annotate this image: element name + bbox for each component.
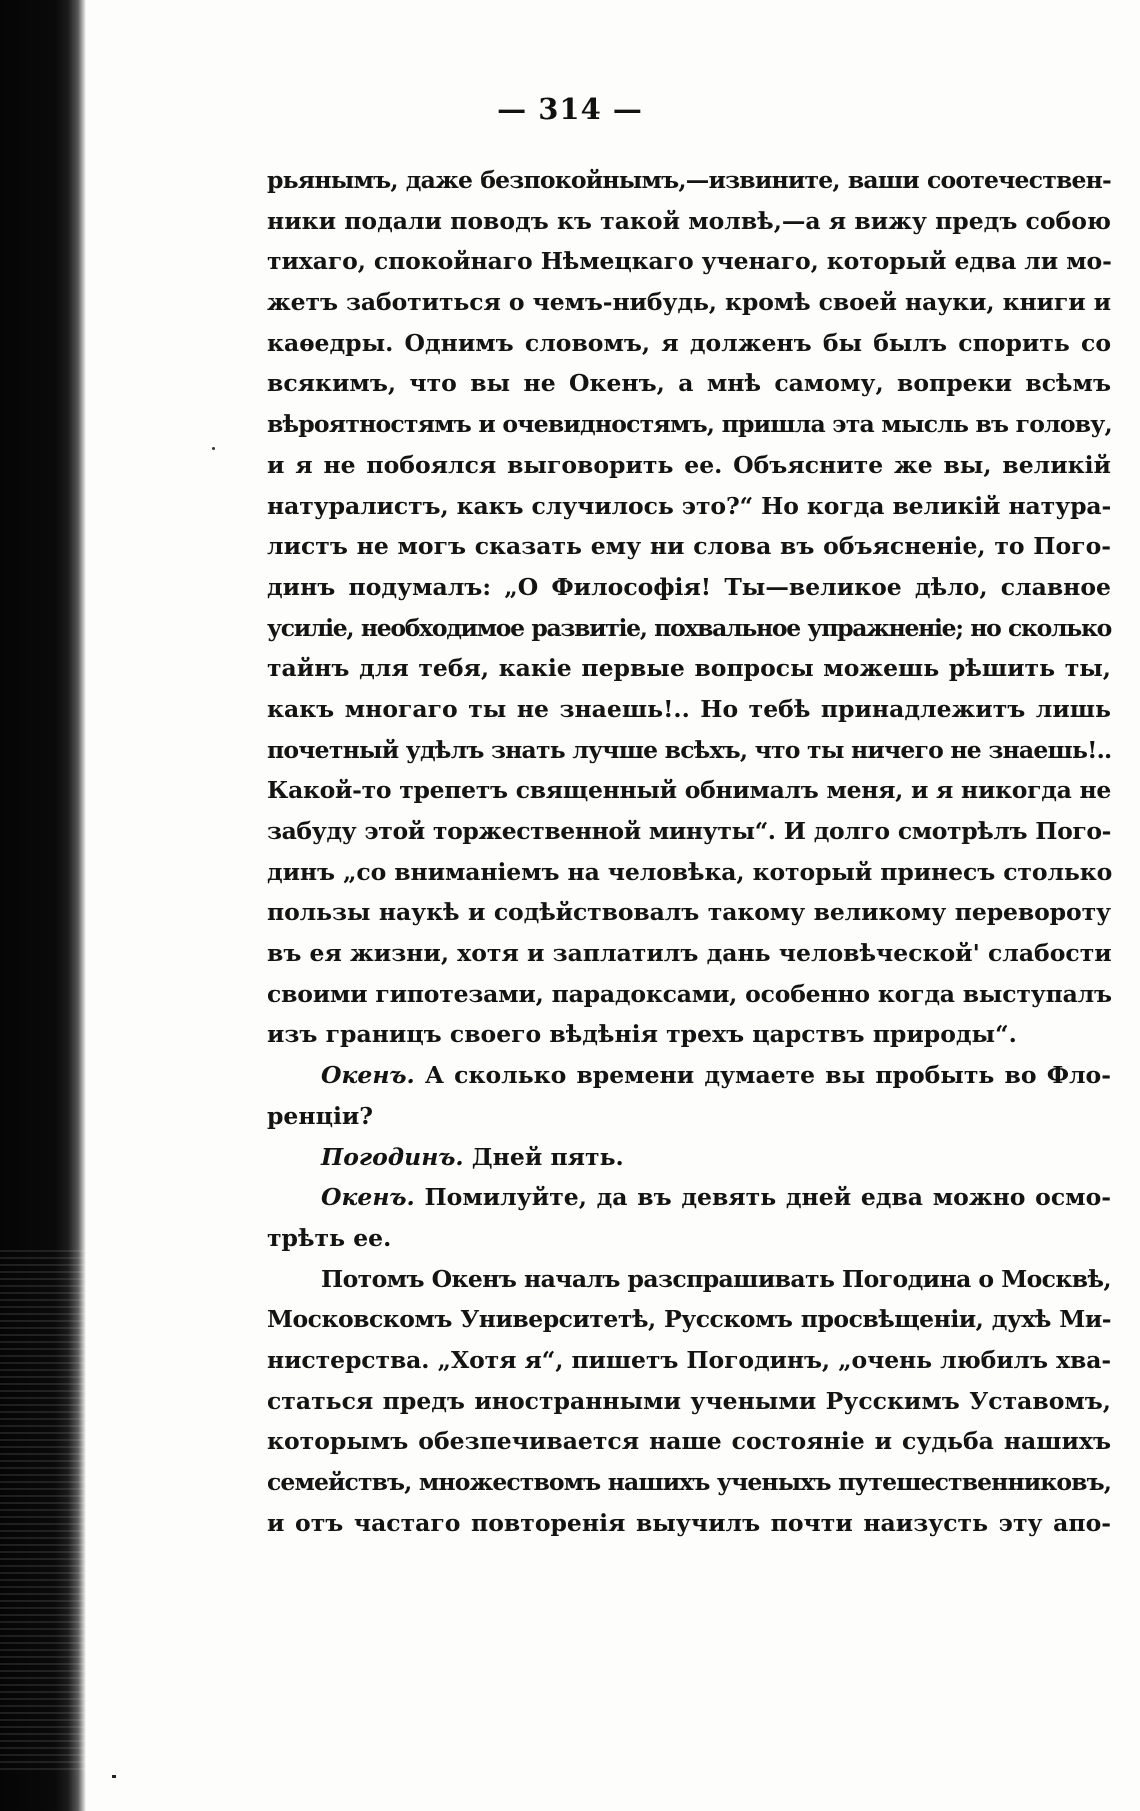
text-line: изъ границъ своего вѣдѣнія трехъ царствъ природы“.: [267, 1020, 1017, 1049]
text-line: и я не побоялся выговорить ее. Объясните же вы, великій: [267, 450, 1111, 479]
text-line: которымъ обезпечивается наше состояніе и судьба нашихъ: [267, 1427, 1111, 1456]
text-line: въ ея жизни, хотя и заплатилъ дань человѣческой' слабости: [267, 939, 1112, 968]
dialogue-line: ренціи?: [267, 1101, 374, 1130]
text-line: тайнъ для тебя, какіе первые вопросы можешь рѣшить ты,: [267, 654, 1111, 683]
text-line: всякимъ, что вы не Окенъ, а мнѣ самому, вопреки всѣмъ: [267, 369, 1111, 398]
dialogue-text: Дней пять.: [463, 1142, 624, 1171]
dialogue-line: [267, 1137, 1111, 1178]
dialogue-text: Помилуйте, да въ девять дней едва можно осмо-: [414, 1183, 1111, 1212]
speaker-name: Погодинъ.: [321, 1142, 464, 1171]
ink-speck: [212, 447, 215, 450]
text-line: забуду этой торжественной минуты“. И долго смотрѣлъ Пого-: [267, 817, 1111, 845]
text-line: динъ „со вниманіемъ на человѣка, который принесъ столько: [267, 857, 1113, 886]
paragraph-oken-questions-moscow: [267, 1259, 1111, 1544]
text-line: Потомъ Окенъ началъ разспрашивать Погодина о Москвѣ,: [321, 1264, 1111, 1293]
text-line: листъ не могъ сказать ему ни слова въ объясненіе, то Пого-: [267, 532, 1111, 561]
text-line: и отъ частаго повторенія выучилъ почти наизусть эту апо-: [267, 1508, 1111, 1537]
text-line: Какой-то трепетъ священный обнималъ меня, и я никогда не: [267, 776, 1111, 805]
text-line: пользы наукѣ и содѣйствовалъ такому великому перевороту: [267, 898, 1111, 927]
binding-texture: [0, 1250, 90, 1770]
dialogue-oken-reply: [267, 1177, 1111, 1258]
ink-speck: [112, 1775, 116, 1778]
text-line: нистерства. „Хотя я“, пишетъ Погодинъ, „очень любилъ хва-: [267, 1345, 1111, 1374]
text-line: натуралистъ, какъ случилось это?“ Но когда великій натура-: [267, 491, 1112, 520]
text-line: статься предъ иностранными учеными Русскимъ Уставомъ,: [267, 1386, 1111, 1415]
speaker-name: Окенъ.: [321, 1183, 415, 1212]
text-line: каѳедры. Однимъ словомъ, я долженъ бы былъ спорить со: [267, 328, 1111, 357]
paragraph-oken-pogodin-meeting: [267, 160, 1111, 1055]
speaker-name: Окенъ.: [321, 1061, 415, 1090]
text-line: вѣроятностямъ и очевидностямъ, пришла эта мысль въ голову,: [267, 410, 1112, 439]
text-line: почетный удѣлъ знать лучше всѣхъ, что ты ничего не знаешь!..: [267, 735, 1112, 764]
text-line: динъ подумалъ: „О Философія! Ты—великое дѣло, славное: [267, 572, 1111, 601]
dialogue-pogodin-answer: [267, 1137, 1111, 1178]
text-line: ники подали поводъ къ такой молвѣ,—а я вижу предъ собою: [267, 206, 1111, 235]
body-text: [267, 160, 1111, 1543]
text-line: тихаго, спокойнаго Нѣмецкаго ученаго, который едва ли мо-: [267, 247, 1112, 276]
dialogue-line: [267, 1055, 1111, 1096]
dialogue-oken-question: [267, 1055, 1111, 1136]
page-number: — 314 —: [497, 92, 643, 126]
dialogue-text: А сколько времени думаете вы пробыть во Фло-: [414, 1061, 1111, 1090]
dialogue-line: [267, 1177, 1111, 1218]
text-line: жетъ заботиться о чемъ-нибудь, кромѣ своей науки, книги и: [267, 288, 1111, 317]
text-line: какъ многаго ты не знаешь!.. Но тебѣ принадлежитъ лишь: [267, 694, 1111, 723]
dialogue-line: трѣть ее.: [267, 1223, 392, 1252]
text-line: Московскомъ Университетѣ, Русскомъ просвѣщеніи, духѣ Ми-: [267, 1305, 1111, 1334]
text-line: рьянымъ, даже безпокойнымъ,—извините, ваши соотечествен-: [267, 166, 1111, 194]
text-line: усиліе, необходимое развитіе, похвальное упражненіе; но сколько: [267, 613, 1111, 642]
text-line: семействъ, множествомъ нашихъ ученыхъ путешественниковъ,: [267, 1468, 1111, 1496]
text-line: своими гипотезами, парадоксами, особенно когда выступалъ: [267, 979, 1112, 1008]
